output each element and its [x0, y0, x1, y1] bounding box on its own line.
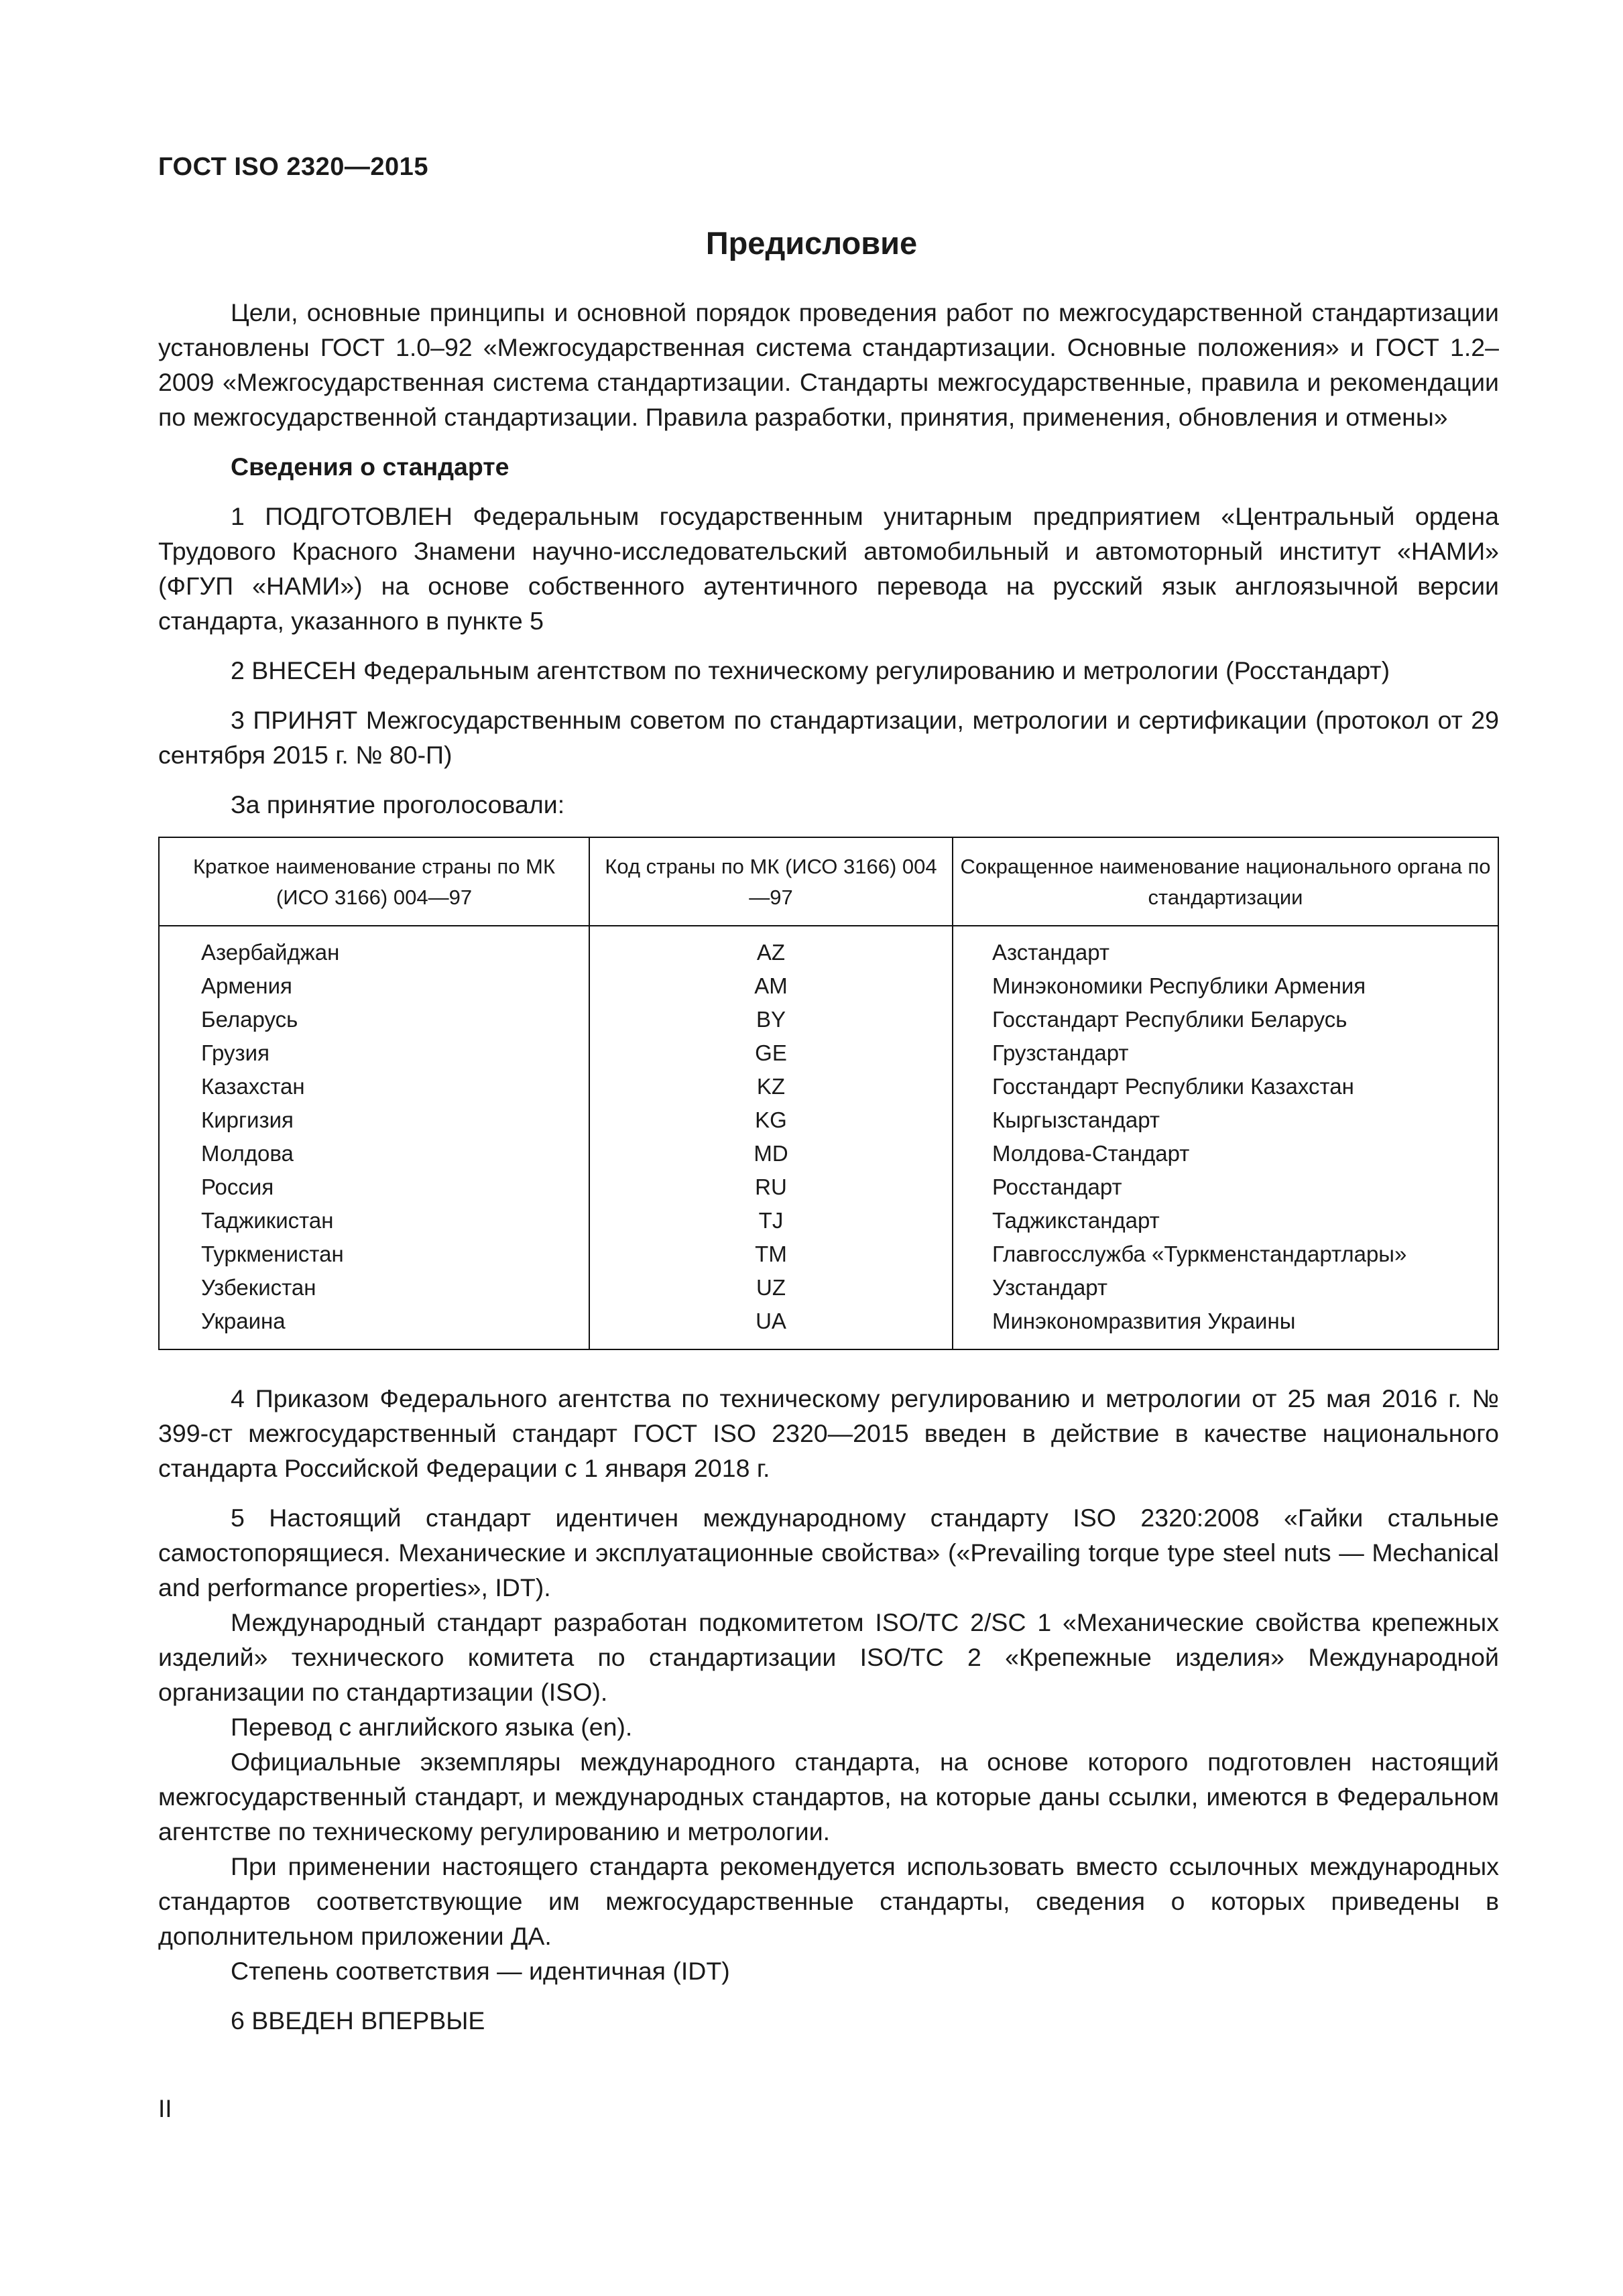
country-code: KZ	[589, 1070, 953, 1103]
item-3-adopted: 3 ПРИНЯТ Межгосударственным советом по стандартизации, метрологии и сертификации (протокол от 29 сентября 2015 г. № 80-П)	[158, 706, 1499, 769]
table-row	[159, 1271, 1498, 1305]
country-code: BY	[589, 1003, 953, 1036]
standards-body: Грузстандарт	[953, 1036, 1498, 1070]
country-code: UA	[589, 1305, 953, 1349]
country-name: Узбекистан	[159, 1271, 589, 1305]
country-code: KG	[589, 1103, 953, 1137]
country-code: AM	[589, 969, 953, 1003]
vote-intro: За принятие проголосовали:	[231, 790, 565, 819]
country-code: AZ	[589, 936, 953, 969]
standards-body: Кыргызстандарт	[953, 1103, 1498, 1137]
standard-info-subheading: Сведения о стандарте	[231, 452, 509, 481]
item-5-developer: Международный стандарт разработан подкомитетом ISO/TC 2/SC 1 «Механические свойства крепежных изделий» технического комитета по стандартизации ISO/TC 2 «Крепежные изделия» Международной организации по стандартизации (ISO).	[158, 1608, 1499, 1706]
table-header-org: Сокращенное наименование национального органа по стандартизации	[953, 837, 1498, 926]
country-code: TJ	[589, 1204, 953, 1237]
country-name: Украина	[159, 1305, 589, 1349]
table-row	[159, 1003, 1498, 1036]
country-name: Азербайджан	[159, 936, 589, 969]
table-row	[159, 1036, 1498, 1070]
country-code: TM	[589, 1237, 953, 1271]
country-name: Грузия	[159, 1036, 589, 1070]
country-name: Армения	[159, 969, 589, 1003]
standards-body: Главгосслужба «Туркменстандартлары»	[953, 1237, 1498, 1271]
foreword-body	[158, 295, 1499, 2038]
document-code-header: ГОСТ ISO 2320—2015	[158, 153, 428, 181]
table-row	[159, 969, 1498, 1003]
item-6-introduced: 6 ВВЕДЕН ВПЕРВЫЕ	[231, 2006, 485, 2035]
standards-body: Росстандарт	[953, 1170, 1498, 1204]
standards-body: Минэкономики Республики Армения	[953, 969, 1498, 1003]
standards-body: Госстандарт Республики Казахстан	[953, 1070, 1498, 1103]
country-name: Россия	[159, 1170, 589, 1204]
country-code: RU	[589, 1170, 953, 1204]
item-5-official-copies: Официальные экземпляры международного стандарта, на основе которого подготовлен настоящий межгосударственный стандарт, и международных стандартов, на которые даны ссылки, имеются в Федеральном агентстве по техническому регулированию и метрологии.	[158, 1748, 1499, 1846]
country-name: Молдова	[159, 1137, 589, 1170]
table-row	[159, 1237, 1498, 1271]
item-5-usage: При применении настоящего стандарта рекомендуется использовать вместо ссылочных международных стандартов соответствующие им межгосударственные стандарты, сведения о которых приведены в дополнительном приложении ДА.	[158, 1852, 1499, 1950]
vote-table	[158, 837, 1499, 1350]
page-number: II	[158, 2095, 172, 2122]
item-5-degree: Степень соответствия — идентичная (IDT)	[231, 1957, 730, 1985]
standards-body: Азстандарт	[953, 936, 1498, 969]
standards-body: Минэкономразвития Украины	[953, 1305, 1498, 1349]
item-5-identical: 5 Настоящий стандарт идентичен международному стандарту ISO 2320:2008 «Гайки стальные самостопорящиеся. Механические и эксплуатационные свойства» («Prevailing torque type steel nuts — Mechanical and performance properties», IDT).	[158, 1504, 1499, 1602]
table-row	[159, 1070, 1498, 1103]
table-header-country: Краткое наименование страны по МК (ИСО 3166) 004—97	[159, 837, 589, 926]
table-row	[159, 1170, 1498, 1204]
country-name: Таджикистан	[159, 1204, 589, 1237]
country-code: MD	[589, 1137, 953, 1170]
item-2-submitted: 2 ВНЕСЕН Федеральным агентством по техническому регулированию и метрологии (Росстандарт)	[231, 656, 1390, 684]
item-5-translation: Перевод с английского языка (en).	[231, 1713, 633, 1741]
standards-body: Госстандарт Республики Беларусь	[953, 1003, 1498, 1036]
item-1-prepared: 1 ПОДГОТОВЛЕН Федеральным государственным унитарным предприятием «Центральный ордена Трудового Красного Знамени научно-исследовательский автомобильный и автомоторный институт «НАМИ» (ФГУП «НАМИ») на основе собственного аутентичного перевода на русский язык англоязычной версии стандарта, указанного в пункте 5	[158, 502, 1499, 635]
table-row	[159, 1305, 1498, 1349]
standards-body: Узстандарт	[953, 1271, 1498, 1305]
section-title: Предисловие	[705, 225, 918, 261]
country-code: GE	[589, 1036, 953, 1070]
country-name: Туркменистан	[159, 1237, 589, 1271]
item-4-enacted: 4 Приказом Федерального агентства по техническому регулированию и метрологии от 25 мая 2016 г. № 399-ст межгосударственный стандарт ГОСТ ISO 2320—2015 введен в действие в качестве национального стандарта Российской Федерации с 1 января 2018 г.	[158, 1384, 1499, 1482]
country-name: Киргизия	[159, 1103, 589, 1137]
country-code: UZ	[589, 1271, 953, 1305]
standards-body: Молдова-Стандарт	[953, 1137, 1498, 1170]
country-name: Казахстан	[159, 1070, 589, 1103]
table-header-code: Код страны по МК (ИСО 3166) 004—97	[589, 837, 953, 926]
table-row	[159, 936, 1498, 969]
standards-body: Таджикстандарт	[953, 1204, 1498, 1237]
table-row	[159, 1103, 1498, 1137]
table-row	[159, 1137, 1498, 1170]
intro-paragraph: Цели, основные принципы и основной порядок проведения работ по межгосударственной стандартизации установлены ГОСТ 1.0–92 «Межгосударственная система стандартизации. Основные положения» и ГОСТ 1.2–2009 «Межгосударственная система стандартизации. Стандарты межгосударственные, правила и рекомендации по межгосударственной стандартизации. Правила разработки, принятия, применения, обновления и отмены»	[158, 298, 1499, 431]
table-row	[159, 1204, 1498, 1237]
country-name: Беларусь	[159, 1003, 589, 1036]
